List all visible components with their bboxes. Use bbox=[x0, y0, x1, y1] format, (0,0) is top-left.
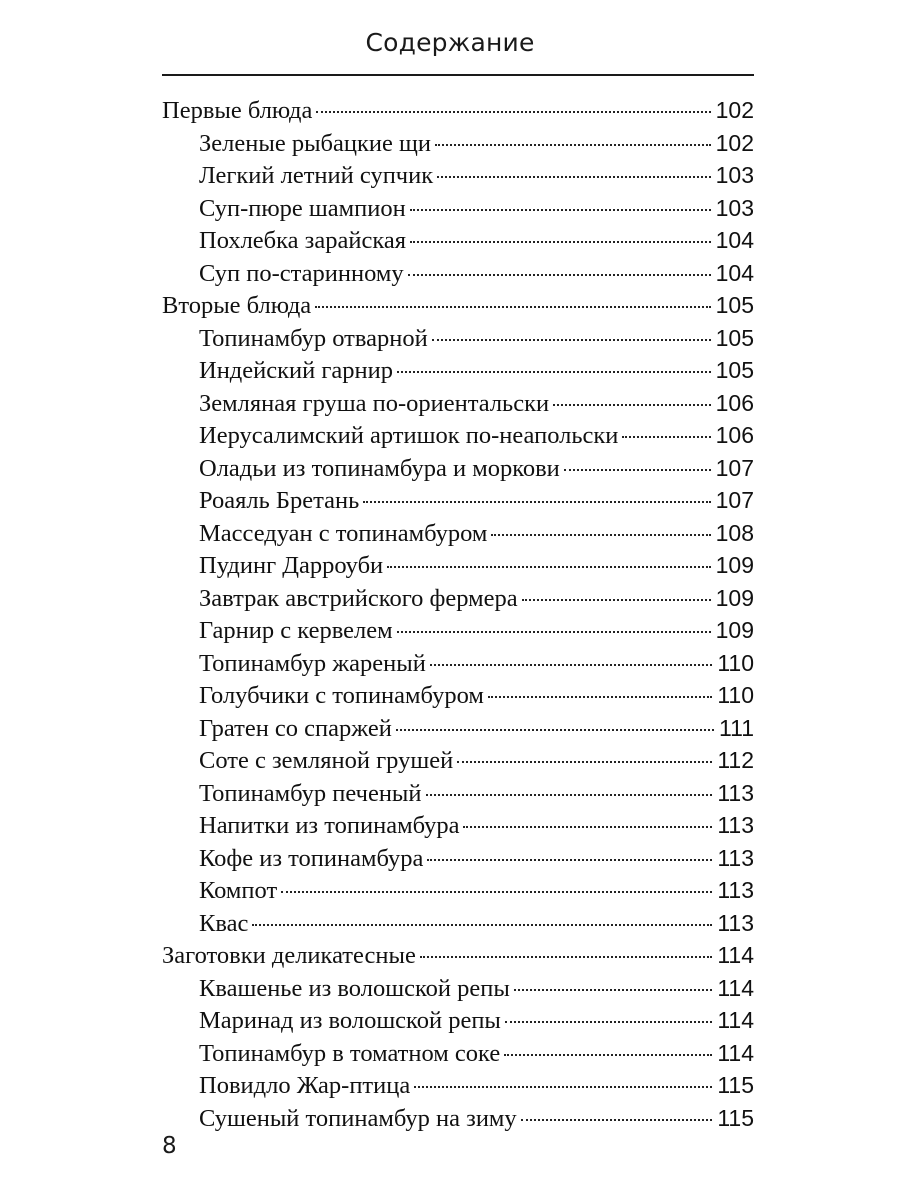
toc-entry-title: Суп-пюре шампион bbox=[199, 194, 406, 222]
dot-leader bbox=[410, 241, 711, 243]
toc-entry-page: 113 bbox=[717, 909, 754, 936]
dot-leader bbox=[363, 501, 710, 503]
toc-recipe-entry bbox=[162, 1105, 754, 1138]
toc-entry-title: Первые блюда bbox=[162, 97, 313, 124]
dot-leader bbox=[426, 794, 713, 796]
toc-entry-title: Топинамбур в томатном соке bbox=[199, 1039, 501, 1067]
toc-entry-page: 105 bbox=[715, 357, 754, 383]
toc-entry-page: 109 bbox=[715, 617, 754, 643]
toc-recipe-entry bbox=[162, 130, 754, 163]
toc-recipe-entry bbox=[162, 845, 754, 878]
toc-recipe-entry bbox=[162, 195, 754, 228]
dot-leader bbox=[410, 209, 711, 211]
toc-entry-title: Квас bbox=[199, 909, 249, 937]
toc-entry-title: Индейский гарнир bbox=[199, 357, 394, 384]
toc-recipe-entry bbox=[162, 1007, 754, 1040]
toc-entry-page: 104 bbox=[715, 227, 754, 253]
dot-leader bbox=[457, 761, 712, 763]
toc-recipe-entry bbox=[162, 780, 754, 813]
toc-recipe-entry bbox=[162, 455, 754, 488]
toc-entry-title: Суп по-старинному bbox=[199, 259, 404, 287]
toc-entry-page: 105 bbox=[715, 292, 754, 318]
toc-recipe-entry bbox=[162, 910, 754, 943]
toc-entry-title: Топинамбур печеный bbox=[199, 779, 422, 807]
toc-entry-page: 114 bbox=[717, 974, 754, 1001]
toc-entry-title: Роаяль Бретань bbox=[199, 487, 360, 514]
toc-recipe-entry bbox=[162, 585, 754, 618]
toc-entry-page: 103 bbox=[715, 162, 754, 188]
dot-leader bbox=[420, 956, 713, 958]
toc-section-entry bbox=[162, 292, 754, 325]
toc-entry-title: Зеленые рыбацкие щи bbox=[199, 129, 431, 157]
toc-entry-page: 107 bbox=[715, 454, 754, 481]
dot-leader bbox=[396, 729, 714, 731]
dot-leader bbox=[521, 1119, 713, 1121]
toc-entry-page: 115 bbox=[717, 1072, 754, 1098]
table-of-contents bbox=[162, 97, 754, 1137]
toc-recipe-entry bbox=[162, 260, 754, 293]
dot-leader bbox=[397, 371, 711, 373]
toc-recipe-entry bbox=[162, 422, 754, 455]
toc-entry-page: 109 bbox=[715, 584, 754, 611]
toc-entry-page: 105 bbox=[715, 324, 754, 351]
dot-leader bbox=[397, 631, 711, 633]
toc-section-entry bbox=[162, 942, 754, 975]
dot-leader bbox=[387, 566, 710, 568]
toc-entry-page: 108 bbox=[715, 519, 754, 546]
dot-leader bbox=[427, 859, 712, 861]
dot-leader bbox=[491, 534, 710, 536]
dot-leader bbox=[514, 989, 713, 991]
dot-leader bbox=[564, 469, 711, 471]
toc-entry-title: Кофе из топинамбура bbox=[199, 844, 424, 872]
toc-entry-page: 106 bbox=[715, 389, 754, 416]
toc-entry-title: Напитки из топинамбура bbox=[199, 812, 460, 839]
dot-leader bbox=[488, 696, 712, 698]
toc-recipe-entry bbox=[162, 162, 754, 195]
toc-entry-page: 114 bbox=[717, 1007, 754, 1033]
toc-entry-title: Завтрак австрийского фермера bbox=[199, 584, 518, 612]
toc-entry-page: 113 bbox=[717, 844, 754, 871]
toc-recipe-entry bbox=[162, 325, 754, 358]
toc-entry-page: 107 bbox=[715, 487, 754, 513]
dot-leader bbox=[505, 1021, 712, 1023]
toc-recipe-entry bbox=[162, 650, 754, 683]
toc-entry-title: Голубчики с топинамбуром bbox=[199, 682, 484, 709]
toc-entry-title: Оладьи из топинамбура и моркови bbox=[199, 454, 560, 482]
toc-recipe-entry bbox=[162, 617, 754, 650]
toc-entry-page: 112 bbox=[717, 747, 754, 773]
toc-recipe-entry bbox=[162, 227, 754, 260]
dot-leader bbox=[463, 826, 712, 828]
toc-entry-page: 114 bbox=[717, 942, 754, 968]
toc-recipe-entry bbox=[162, 520, 754, 553]
toc-entry-title: Пудинг Дарроуби bbox=[199, 552, 384, 579]
toc-recipe-entry bbox=[162, 975, 754, 1008]
toc-recipe-entry bbox=[162, 747, 754, 780]
dot-leader bbox=[252, 924, 712, 926]
toc-entry-title: Иерусалимский артишок по-неапольски bbox=[199, 422, 619, 449]
toc-entry-page: 102 bbox=[715, 97, 754, 123]
toc-recipe-entry bbox=[162, 357, 754, 390]
toc-entry-title: Масседуан с топинамбуром bbox=[199, 519, 488, 547]
toc-entry-title: Сушеный топинамбур на зиму bbox=[199, 1104, 517, 1132]
page-header-title: Содержание bbox=[365, 28, 535, 57]
toc-entry-page: 111 bbox=[719, 714, 754, 741]
dot-leader bbox=[315, 306, 710, 308]
toc-entry-title: Топинамбур отварной bbox=[199, 324, 428, 352]
toc-entry-title: Похлебка зарайская bbox=[199, 227, 407, 254]
dot-leader bbox=[430, 664, 712, 666]
toc-entry-title: Вторые блюда bbox=[162, 292, 312, 319]
dot-leader bbox=[622, 436, 710, 438]
toc-entry-page: 102 bbox=[715, 129, 754, 156]
toc-entry-title: Земляная груша по-ориентальски bbox=[199, 389, 550, 417]
toc-recipe-entry bbox=[162, 552, 754, 585]
toc-section-entry bbox=[162, 97, 754, 130]
toc-entry-page: 110 bbox=[717, 682, 754, 708]
toc-recipe-entry bbox=[162, 390, 754, 423]
toc-entry-page: 109 bbox=[715, 552, 754, 578]
toc-recipe-entry bbox=[162, 812, 754, 845]
toc-entry-page: 113 bbox=[717, 877, 754, 903]
dot-leader bbox=[437, 176, 710, 178]
toc-entry-title: Гарнир с кервелем bbox=[199, 617, 393, 644]
toc-entry-title: Соте с земляной грушей bbox=[199, 747, 454, 774]
dot-leader bbox=[408, 274, 711, 276]
dot-leader bbox=[414, 1086, 712, 1088]
dot-leader bbox=[316, 111, 710, 113]
toc-entry-title: Топинамбур жареный bbox=[199, 649, 426, 677]
toc-entry-page: 106 bbox=[715, 422, 754, 448]
dot-leader bbox=[553, 404, 711, 406]
toc-entry-title: Повидло Жар-птица bbox=[199, 1072, 411, 1099]
toc-entry-page: 104 bbox=[715, 259, 754, 286]
toc-recipe-entry bbox=[162, 877, 754, 910]
page-number: 8 bbox=[162, 1133, 177, 1159]
toc-entry-title: Квашенье из волошской репы bbox=[199, 974, 510, 1002]
toc-entry-title: Маринад из волошской репы bbox=[199, 1007, 501, 1034]
toc-entry-page: 103 bbox=[715, 194, 754, 221]
toc-entry-title: Компот bbox=[199, 877, 278, 904]
toc-recipe-entry bbox=[162, 682, 754, 715]
toc-entry-title: Гратен со спаржей bbox=[199, 714, 392, 742]
toc-entry-title: Заготовки деликатесные bbox=[162, 942, 416, 969]
toc-entry-page: 110 bbox=[717, 649, 754, 676]
toc-recipe-entry bbox=[162, 1040, 754, 1073]
toc-entry-page: 115 bbox=[717, 1104, 754, 1131]
toc-entry-page: 114 bbox=[717, 1039, 754, 1066]
header-rule bbox=[162, 74, 754, 76]
dot-leader bbox=[435, 144, 711, 146]
dot-leader bbox=[432, 339, 711, 341]
toc-entry-page: 113 bbox=[717, 779, 754, 806]
toc-entry-page: 113 bbox=[717, 812, 754, 838]
toc-recipe-entry bbox=[162, 1072, 754, 1105]
dot-leader bbox=[522, 599, 711, 601]
toc-recipe-entry bbox=[162, 715, 754, 748]
toc-entry-title: Легкий летний супчик bbox=[199, 162, 434, 189]
dot-leader bbox=[504, 1054, 712, 1056]
dot-leader bbox=[281, 891, 712, 893]
toc-recipe-entry bbox=[162, 487, 754, 520]
